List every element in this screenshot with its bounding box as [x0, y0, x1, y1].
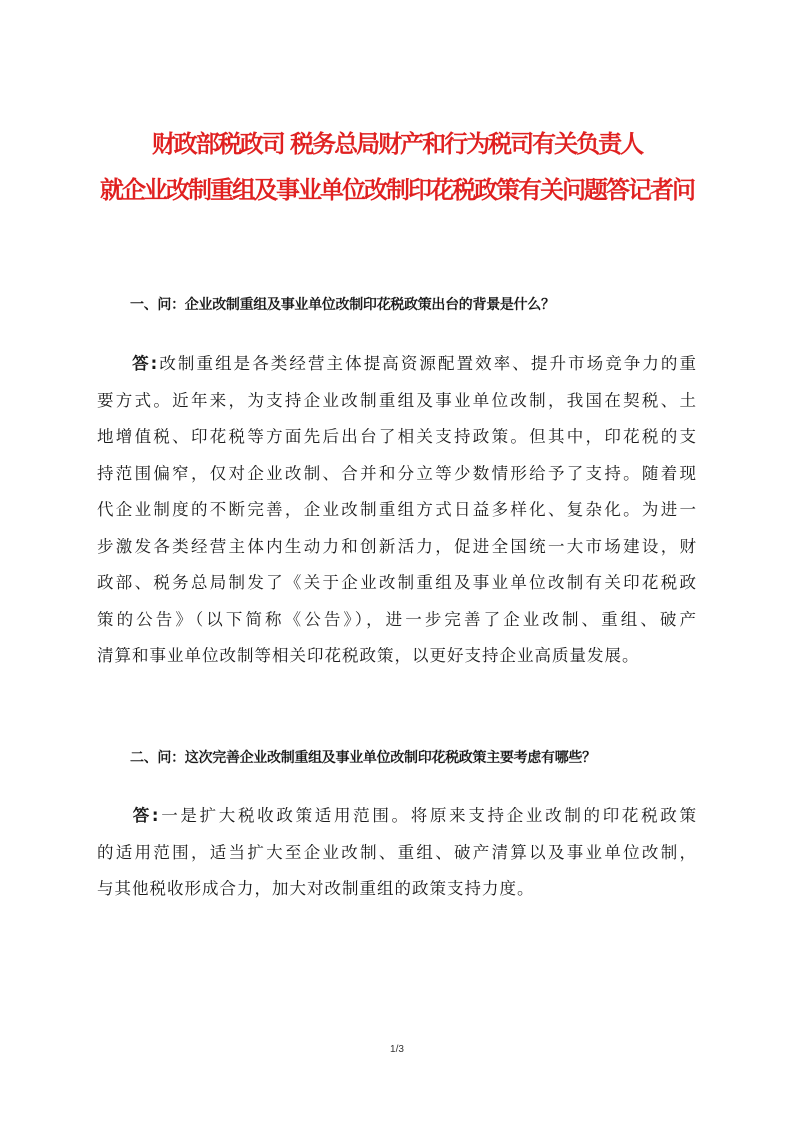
- answer-2-line-3: 与其他税收形成合力，加大对改制重组的政策支持力度。: [97, 879, 535, 898]
- answer-1-line-7: 政部、税务总局制发了《关于企业改制重组及事业单位改制有关印花税政: [97, 573, 697, 592]
- answer-1-line-5: 代企业制度的不断完善，企业改制重组方式日益多样化、复杂化。为进一: [97, 500, 697, 519]
- answer-2-line-1: [97, 798, 697, 835]
- document-title-line-2: 就企业改制重组及事业单位改制印花税政策有关问题答记者问: [100, 175, 694, 204]
- answer-1-line-3: 地增值税、印花税等方面先后出台了相关支持政策。但其中，印花税的支: [97, 427, 697, 446]
- answer-2-text-1: 一是扩大税收政策适用范围。将原来支持企业改制的印花税政策: [159, 806, 697, 825]
- answer-1-line-1: [97, 346, 697, 383]
- answer-1-text-1: 改制重组是各类经营主体提高资源配置效率、提升市场竞争力的重: [158, 354, 698, 373]
- question-1: 一、问：企业改制重组及事业单位改制印花税政策出台的背景是什么？: [130, 297, 555, 313]
- answer-1-label: 答:: [131, 354, 159, 373]
- answer-1-line-8: 策的公告》（以下简称《公告》），进一步完善了企业改制、重组、破产: [97, 609, 697, 629]
- answer-1-line-6: 步激发各类经营主体内生动力和创新活力，促进全国统一大市场建设，财: [97, 536, 697, 556]
- page-number: 1/3: [390, 1044, 404, 1055]
- answer-2-line-2: 的适用范围，适当扩大至企业改制、重组、破产清算以及事业单位改制，: [97, 842, 697, 862]
- answer-1: [97, 346, 697, 675]
- document-title-line-1: 财政部税政司 税务总局财产和行为税司有关负责人: [151, 129, 643, 158]
- answer-2: [97, 798, 697, 908]
- question-2: 二、问：这次完善企业改制重组及事业单位改制印花税政策主要考虑有哪些？: [130, 750, 596, 766]
- answer-1-line-4: 持范围偏窄，仅对企业改制、合并和分立等少数情形给予了支持。随着现: [97, 463, 697, 483]
- answer-1-line-9: 清算和事业单位改制等相关印花税政策，以更好支持企业高质量发展。: [97, 646, 640, 665]
- answer-2-label: 答:: [131, 806, 160, 825]
- answer-1-line-2: 要方式。近年来，为支持企业改制重组及事业单位改制，我国在契税、土: [97, 390, 697, 410]
